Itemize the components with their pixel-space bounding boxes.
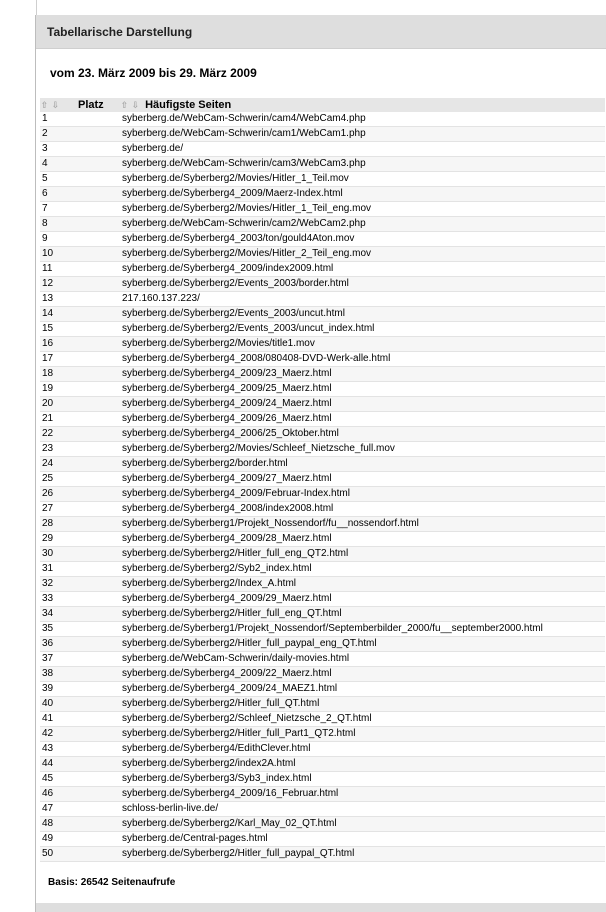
place-cell [78, 772, 120, 787]
place-cell [78, 382, 120, 397]
place-cell [78, 412, 120, 427]
pages-header [120, 98, 605, 112]
page-cell: syberberg.de/WebCam-Schwerin/cam3/WebCam3.php [120, 157, 605, 172]
page-cell: syberberg.de/Syberberg4_2009/24_Maerz.html [120, 397, 605, 412]
page-cell: 217.160.137.223/ [120, 292, 605, 307]
page-cell: syberberg.de/Syberberg2/Hitler_full_eng_QT2.html [120, 547, 605, 562]
rank-cell: 24 [40, 457, 78, 472]
place-cell [78, 307, 120, 322]
rank-cell: 34 [40, 607, 78, 622]
place-cell [78, 322, 120, 337]
rank-cell: 21 [40, 412, 78, 427]
rank-cell: 4 [40, 157, 78, 172]
page-cell: syberberg.de/ [120, 142, 605, 157]
place-cell [78, 232, 120, 247]
place-cell [78, 262, 120, 277]
rank-cell: 38 [40, 667, 78, 682]
place-cell [78, 832, 120, 847]
rank-cell: 37 [40, 652, 78, 667]
page-cell: syberberg.de/Syberberg4_2009/29_Maerz.html [120, 592, 605, 607]
place-cell [78, 112, 120, 127]
place-cell [78, 847, 120, 862]
table-row [40, 757, 605, 772]
place-cell [78, 397, 120, 412]
section-title: Tabellarische Darstellung [47, 24, 193, 39]
place-cell [78, 172, 120, 187]
page-cell: syberberg.de/Syberberg2/Hitler_full_paypal_QT.html [120, 847, 605, 862]
place-cell [78, 562, 120, 577]
table-row [40, 532, 605, 547]
rank-cell: 25 [40, 472, 78, 487]
place-header-label: Platz [78, 99, 104, 112]
place-header [78, 98, 120, 112]
table-row [40, 112, 605, 127]
page-cell: syberberg.de/Syberberg2/Index_A.html [120, 577, 605, 592]
table-row [40, 832, 605, 847]
bottom-bar [36, 903, 606, 912]
rank-header [40, 98, 78, 112]
table-row [40, 127, 605, 142]
place-cell [78, 247, 120, 262]
basis-summary: Basis: 26542 Seitenaufrufe [48, 877, 176, 888]
rank-cell: 28 [40, 517, 78, 532]
place-cell [78, 127, 120, 142]
place-cell [78, 652, 120, 667]
rank-cell: 30 [40, 547, 78, 562]
page-cell: syberberg.de/Syberberg2/Movies/title1.mov [120, 337, 605, 352]
place-cell [78, 427, 120, 442]
rank-cell: 18 [40, 367, 78, 382]
table-row [40, 382, 605, 397]
place-cell [78, 742, 120, 757]
page-cell: syberberg.de/Syberberg4_2009/16_Februar.html [120, 787, 605, 802]
rank-cell: 14 [40, 307, 78, 322]
table-row [40, 172, 605, 187]
sort-down-icon[interactable]: ⇩ [131, 99, 140, 110]
place-cell [78, 667, 120, 682]
page-cell: syberberg.de/Syberberg4_2008/080408-DVD-Werk-alle.html [120, 352, 605, 367]
place-cell [78, 817, 120, 832]
place-cell [78, 682, 120, 697]
page-cell: syberberg.de/Syberberg4/EdithClever.html [120, 742, 605, 757]
rank-cell: 13 [40, 292, 78, 307]
page-cell: syberberg.de/Syberberg2/Movies/Hitler_1_Teil_eng.mov [120, 202, 605, 217]
page-cell: syberberg.de/Syberberg2/Schleef_Nietzsche_2_QT.html [120, 712, 605, 727]
table-row [40, 697, 605, 712]
stats-panel [35, 15, 606, 912]
rank-cell: 27 [40, 502, 78, 517]
place-cell [78, 352, 120, 367]
page-cell: syberberg.de/Syberberg4_2009/24_MAEZ1.html [120, 682, 605, 697]
page-cell: syberberg.de/Syberberg2/Hitler_full_paypal_eng_QT.html [120, 637, 605, 652]
rank-cell: 42 [40, 727, 78, 742]
rank-cell: 36 [40, 637, 78, 652]
page-cell: syberberg.de/Syberberg4_2009/28_Maerz.html [120, 532, 605, 547]
place-cell [78, 517, 120, 532]
table-row [40, 217, 605, 232]
table-row [40, 787, 605, 802]
place-cell [78, 277, 120, 292]
rank-cell: 40 [40, 697, 78, 712]
rank-cell: 32 [40, 577, 78, 592]
table-row [40, 367, 605, 382]
place-cell [78, 337, 120, 352]
table-row [40, 442, 605, 457]
place-cell [78, 727, 120, 742]
page-cell: syberberg.de/Syberberg2/Hitler_full_QT.html [120, 697, 605, 712]
table-row [40, 427, 605, 442]
table-row [40, 307, 605, 322]
table-row [40, 847, 605, 862]
table-row [40, 142, 605, 157]
page-cell: syberberg.de/Syberberg2/index2A.html [120, 757, 605, 772]
rank-cell: 8 [40, 217, 78, 232]
page-cell: syberberg.de/Syberberg4_2009/27_Maerz.html [120, 472, 605, 487]
rank-cell: 44 [40, 757, 78, 772]
place-cell [78, 442, 120, 457]
page-cell: syberberg.de/Syberberg4_2009/25_Maerz.html [120, 382, 605, 397]
place-cell [78, 547, 120, 562]
page-cell: syberberg.de/Syberberg2/Movies/Schleef_Nietzsche_full.mov [120, 442, 605, 457]
page-cell: syberberg.de/Syberberg4_2003/ton/gould4Aton.mov [120, 232, 605, 247]
top-pages-table [40, 98, 605, 862]
page-cell: syberberg.de/Syberberg1/Projekt_Nossendorf/fu__nossendorf.html [120, 517, 605, 532]
place-cell [78, 622, 120, 637]
place-cell [78, 157, 120, 172]
rank-cell: 39 [40, 682, 78, 697]
top-border [36, 0, 606, 15]
page-cell: syberberg.de/Syberberg4_2009/26_Maerz.html [120, 412, 605, 427]
place-cell [78, 367, 120, 382]
place-cell [78, 757, 120, 772]
pages-header-label: Häufigste Seiten [145, 99, 232, 112]
page-cell: syberberg.de/Syberberg2/Events_2003/uncut.html [120, 307, 605, 322]
rank-cell: 23 [40, 442, 78, 457]
table-row [40, 502, 605, 517]
rank-cell: 5 [40, 172, 78, 187]
rank-cell: 43 [40, 742, 78, 757]
rank-cell: 3 [40, 142, 78, 157]
page-cell: syberberg.de/Syberberg2/Hitler_full_Part1_QT2.html [120, 727, 605, 742]
rank-cell: 6 [40, 187, 78, 202]
page-cell: schloss-berlin-live.de/ [120, 802, 605, 817]
table-row [40, 652, 605, 667]
page-cell: syberberg.de/Central-pages.html [120, 832, 605, 847]
rank-cell: 9 [40, 232, 78, 247]
sort-up-icon[interactable]: ⇧ [40, 99, 49, 110]
page-cell: syberberg.de/WebCam-Schwerin/cam1/WebCam1.php [120, 127, 605, 142]
rank-cell: 10 [40, 247, 78, 262]
table-row [40, 622, 605, 637]
rank-cell: 48 [40, 817, 78, 832]
page-cell: syberberg.de/Syberberg2/Events_2003/border.html [120, 277, 605, 292]
place-cell [78, 472, 120, 487]
table-row [40, 547, 605, 562]
sort-down-icon[interactable]: ⇩ [51, 99, 60, 110]
rank-cell: 50 [40, 847, 78, 862]
page-cell: syberberg.de/Syberberg2/Syb2_index.html [120, 562, 605, 577]
place-cell [78, 802, 120, 817]
page-cell: syberberg.de/Syberberg1/Projekt_Nossendorf/Septemberbilder_2000/fu__september2000.html [120, 622, 605, 637]
rank-cell: 12 [40, 277, 78, 292]
table-row [40, 262, 605, 277]
table-row [40, 712, 605, 727]
rank-cell: 22 [40, 427, 78, 442]
rank-cell: 1 [40, 112, 78, 127]
rank-cell: 49 [40, 832, 78, 847]
rank-cell: 35 [40, 622, 78, 637]
table-body [40, 112, 605, 862]
table-row [40, 322, 605, 337]
place-cell [78, 712, 120, 727]
table-row [40, 157, 605, 172]
place-cell [78, 202, 120, 217]
table-row [40, 412, 605, 427]
table-row [40, 727, 605, 742]
place-cell [78, 292, 120, 307]
rank-cell: 31 [40, 562, 78, 577]
table-row [40, 577, 605, 592]
page-cell: syberberg.de/Syberberg2/Events_2003/uncut_index.html [120, 322, 605, 337]
table-row [40, 277, 605, 292]
table-row [40, 667, 605, 682]
place-cell [78, 532, 120, 547]
page-cell: syberberg.de/Syberberg2/Hitler_full_eng_QT.html [120, 607, 605, 622]
table-row [40, 607, 605, 622]
place-cell [78, 697, 120, 712]
date-range: vom 23. März 2009 bis 29. März 2009 [50, 66, 257, 80]
page-cell: syberberg.de/Syberberg4_2009/22_Maerz.html [120, 667, 605, 682]
table-row [40, 337, 605, 352]
rank-cell: 16 [40, 337, 78, 352]
page-cell: syberberg.de/Syberberg4_2009/index2009.html [120, 262, 605, 277]
table-row [40, 637, 605, 652]
place-cell [78, 457, 120, 472]
rank-cell: 17 [40, 352, 78, 367]
rank-cell: 45 [40, 772, 78, 787]
table-row [40, 517, 605, 532]
sort-up-icon[interactable]: ⇧ [120, 99, 129, 110]
table-row [40, 817, 605, 832]
rank-cell: 15 [40, 322, 78, 337]
place-cell [78, 592, 120, 607]
table-row [40, 772, 605, 787]
rank-cell: 33 [40, 592, 78, 607]
table-row [40, 187, 605, 202]
place-cell [78, 487, 120, 502]
table-row [40, 487, 605, 502]
table-row [40, 247, 605, 262]
place-cell [78, 607, 120, 622]
table-row [40, 352, 605, 367]
rank-cell: 11 [40, 262, 78, 277]
rank-cell: 19 [40, 382, 78, 397]
table-row [40, 232, 605, 247]
page-cell: syberberg.de/Syberberg2/Movies/Hitler_1_Teil.mov [120, 172, 605, 187]
place-cell [78, 217, 120, 232]
rank-cell: 2 [40, 127, 78, 142]
page-cell: syberberg.de/Syberberg4_2009/23_Maerz.html [120, 367, 605, 382]
page-cell: syberberg.de/WebCam-Schwerin/daily-movies.html [120, 652, 605, 667]
table-row [40, 562, 605, 577]
rank-cell: 26 [40, 487, 78, 502]
rank-cell: 20 [40, 397, 78, 412]
page-cell: syberberg.de/Syberberg4_2009/Maerz-Index.html [120, 187, 605, 202]
rank-cell: 41 [40, 712, 78, 727]
table-row [40, 742, 605, 757]
page-cell: syberberg.de/Syberberg4_2006/25_Oktober.html [120, 427, 605, 442]
rank-cell: 47 [40, 802, 78, 817]
table-header-row [40, 98, 605, 112]
place-cell [78, 577, 120, 592]
place-cell [78, 502, 120, 517]
table-row [40, 397, 605, 412]
page-cell: syberberg.de/Syberberg4_2009/Februar-Index.html [120, 487, 605, 502]
table-row [40, 802, 605, 817]
page-cell: syberberg.de/WebCam-Schwerin/cam4/WebCam4.php [120, 112, 605, 127]
table-row [40, 292, 605, 307]
rank-cell: 7 [40, 202, 78, 217]
place-cell [78, 787, 120, 802]
rank-cell: 29 [40, 532, 78, 547]
page-cell: syberberg.de/Syberberg2/border.html [120, 457, 605, 472]
page-cell: syberberg.de/Syberberg4_2008/index2008.html [120, 502, 605, 517]
table-row [40, 457, 605, 472]
rank-cell: 46 [40, 787, 78, 802]
page-cell: syberberg.de/Syberberg3/Syb3_index.html [120, 772, 605, 787]
place-cell [78, 187, 120, 202]
page-cell: syberberg.de/WebCam-Schwerin/cam2/WebCam2.php [120, 217, 605, 232]
place-cell [78, 142, 120, 157]
table-row [40, 592, 605, 607]
table-row [40, 202, 605, 217]
place-cell [78, 637, 120, 652]
table-row [40, 472, 605, 487]
page-cell: syberberg.de/Syberberg2/Karl_May_02_QT.html [120, 817, 605, 832]
table-row [40, 682, 605, 697]
section-header [36, 15, 606, 49]
page-cell: syberberg.de/Syberberg2/Movies/Hitler_2_Teil_eng.mov [120, 247, 605, 262]
